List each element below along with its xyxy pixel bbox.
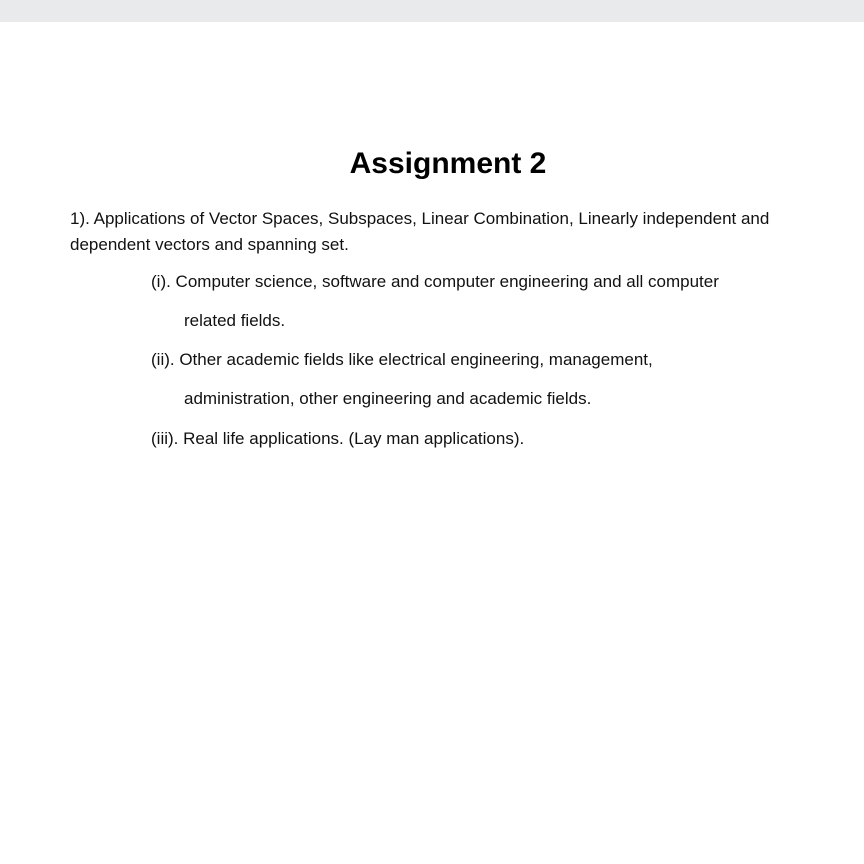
list-item-line: (i). Computer science, software and computer engineering and all computer: [151, 272, 719, 291]
list-item-line: (ii). Other academic fields like electrical engineering, management,: [151, 350, 653, 369]
list-item-academic-fields: [151, 340, 811, 418]
list-item-computer-science: [151, 262, 811, 340]
list-item-continuation: related fields.: [184, 311, 286, 330]
list-item-continuation: administration, other engineering and academic fields.: [184, 389, 592, 408]
viewer-top-bar: [0, 0, 864, 22]
list-item-line: (iii). Real life applications. (Lay man applications).: [151, 429, 525, 448]
document-page: [0, 22, 864, 864]
page-title: Assignment 2: [349, 147, 547, 180]
list-item-real-life: [151, 419, 811, 458]
question-text: 1). Applications of Vector Spaces, Subspaces, Linear Combination, Linearly independent and dependent vectors and spanning set.: [70, 209, 770, 254]
